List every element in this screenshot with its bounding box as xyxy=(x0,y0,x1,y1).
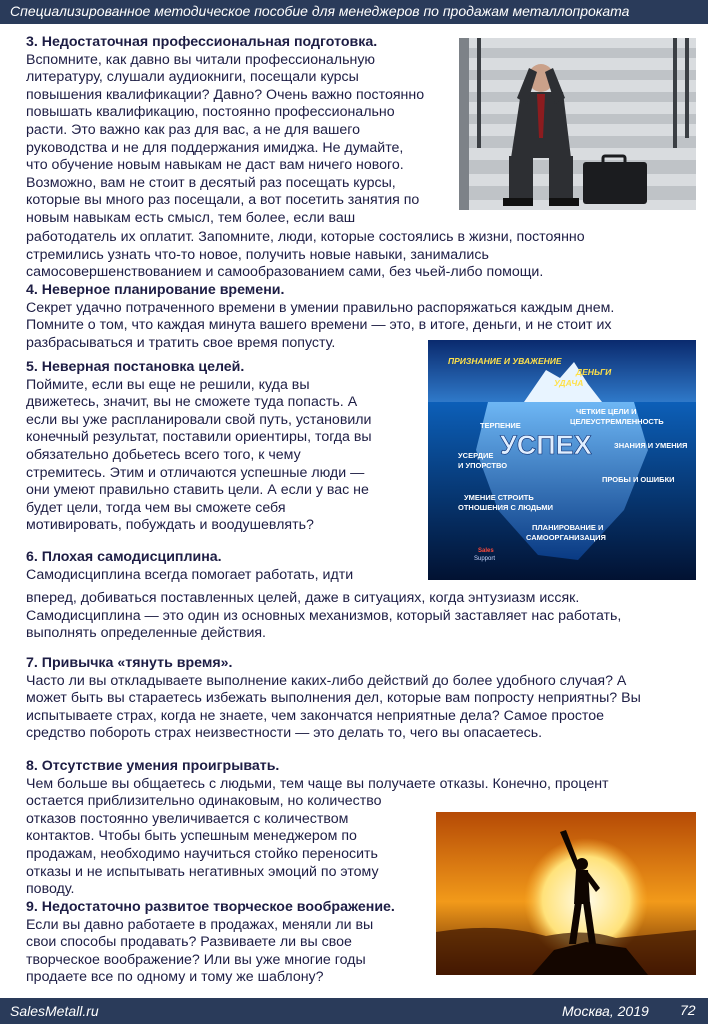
iceberg-label: САМООРГАНИЗАЦИЯ xyxy=(526,533,606,542)
section-7-heading: 7. Привычка «тянуть время». xyxy=(26,655,233,671)
section-6-line: выполнять определенные действия. xyxy=(26,625,267,642)
iceberg-label: ДЕНЬГИ xyxy=(576,367,612,377)
section-3-continued xyxy=(26,229,585,282)
section-3-line: новым навыкам есть смысл, тем более, если ваш xyxy=(26,209,356,226)
header-title: Специализированное методическое пособие для менеджеров по продажам металлопроката xyxy=(10,3,630,19)
section-4-line: Помните о том, что каждая минута вашего времени — это, в итоге, деньги, и не стоит их xyxy=(26,317,612,334)
section-5-line: если вы уже распланировали свой путь, установили xyxy=(26,411,372,428)
section-5-line: они умеют правильно ставить цели. А если у вас не xyxy=(26,482,369,499)
section-3-line: литературу, слушали аудиокниги, посещали курсы xyxy=(26,69,359,86)
iceberg-main-word: УСПЕХ xyxy=(500,430,592,460)
iceberg-label: УМЕНИЕ СТРОИТЬ xyxy=(464,493,534,502)
footer-bar xyxy=(0,998,708,1024)
section-4-line: Секрет удачно потраченного времени в умении правильно распоряжаться каждым днем. xyxy=(26,299,615,316)
section-6-line: Самодисциплина — это один из основных механизмов, который заставляет нас работать, xyxy=(26,607,622,624)
section-6-line: Самодисциплина всегда помогает работать, идти xyxy=(26,566,354,583)
section-9-heading: 9. Недостаточно развитое творческое воображение. xyxy=(26,899,395,915)
section-5-line: стремитесь. Этим и отличаются успешные люди — xyxy=(26,464,365,481)
section-5-line: обязательно добьетесь всего того, к чему xyxy=(26,446,301,463)
section-7-line: испытываете страх, когда не знаете, чем закончатся неприятные дела? Самое простое xyxy=(26,707,605,724)
section-8-line: контактов. Чтобы быть успешным менеджером по xyxy=(26,828,357,845)
section-8-line: поводу. xyxy=(26,881,75,898)
iceberg-label: ЧЕТКИЕ ЦЕЛИ И xyxy=(576,407,637,416)
section-3-line: расти. Это важно как раз для вас, а не для вашего xyxy=(26,121,361,138)
section-3-line: стремились узнать что-то новое, получить новые навыки, занимались xyxy=(26,246,489,263)
page-number: 72 xyxy=(680,1002,696,1018)
iceberg-label: ПРИЗНАНИЕ И УВАЖЕНИЕ xyxy=(448,356,562,366)
iceberg-label: УСЕРДИЕ xyxy=(458,451,494,460)
section-3-heading: 3. Недостаточная профессиональная подготовка. xyxy=(26,34,378,50)
section-5-line: будет цели, тогда чем вы сможете себя xyxy=(26,499,286,516)
section-6-heading: 6. Плохая самодисциплина. xyxy=(26,549,222,565)
section-3-line: повышения квалификации? Давно? Очень важно постоянно xyxy=(26,86,425,103)
iceberg-label: ПЛАНИРОВАНИЕ И xyxy=(532,523,604,532)
section-9-line: продаете все по одному и тому же шаблону? xyxy=(26,969,324,986)
section-3-line: которые вы много раз посещали, а вот посетить занятия по xyxy=(26,192,420,209)
section-6 xyxy=(26,549,353,584)
section-5-heading: 5. Неверная постановка целей. xyxy=(26,359,245,375)
section-8-line: Чем больше вы общаетесь с людьми, тем чаще вы получаете отказы. Конечно, процент xyxy=(26,775,609,792)
section-9-line: Если вы давно работаете в продажах, меняли ли вы xyxy=(26,916,374,933)
section-3-line: повышать квалификацию, постоянно профессионально xyxy=(26,104,395,121)
section-3-line: Возможно, вам не стоит в десятый раз посещать курсы, xyxy=(26,174,396,191)
section-3-line: что обучение новым навыкам не даст вам ничего нового. xyxy=(26,157,404,174)
section-9-line: творческое воображение? Или вы уже многие годы xyxy=(26,951,366,968)
section-3 xyxy=(26,34,424,228)
iceberg-success-illustration xyxy=(428,340,696,580)
iceberg-label: ТЕРПЕНИЕ xyxy=(480,421,521,430)
section-9-line: свои способы продавать? Развиваете ли вы свое xyxy=(26,934,352,951)
footer-site: SalesMetall.ru xyxy=(10,1003,99,1019)
header-bar xyxy=(0,0,708,24)
section-9 xyxy=(26,899,395,987)
section-3-line: работодатель их оплатит. Запомните, люди, которые состоялись в жизни, постоянно xyxy=(26,229,585,245)
section-3-line: самосовершенствованием и самообразованием сами, без чьей-либо помощи. xyxy=(26,264,544,281)
section-7-line: средство побороть страх неизвестности — это делать то, чего вы опасаетесь. xyxy=(26,725,543,742)
iceberg-label: И УПОРСТВО xyxy=(458,461,508,470)
section-3-line: руководства и не для поддержания имиджа. Не думайте, xyxy=(26,139,404,156)
iceberg-label: ОТНОШЕНИЯ С ЛЮДЬМИ xyxy=(458,503,553,512)
section-6-line: вперед, добиваться поставленных целей, даже в ситуациях, когда энтузиазм иссяк. xyxy=(26,590,580,606)
iceberg-brand: Support xyxy=(474,556,496,562)
section-4-line: разбрасываться и тратить свое время попусту. xyxy=(26,334,336,351)
section-8-line: отказов постоянно увеличивается с количеством xyxy=(26,810,349,827)
section-5-line: Поймите, если вы еще не решили, куда вы xyxy=(26,376,310,393)
sad-businessman-photo xyxy=(459,38,696,210)
iceberg-brand: Sales xyxy=(478,548,494,554)
section-5-line: конечный результат, поставили ориентиры, тогда вы xyxy=(26,429,372,446)
section-7-line: Часто ли вы откладываете выполнение каких-либо действий до более удобного случая? А xyxy=(26,672,627,689)
section-8-line: продажам, необходимо научиться стойко переносить xyxy=(26,845,378,862)
section-7 xyxy=(26,655,641,743)
iceberg-label: ЗНАНИЯ И УМЕНИЯ xyxy=(614,441,688,450)
footer-city-year: Москва, 2019 xyxy=(562,1003,649,1019)
section-5-line: мотивировать, побуждать и воодушевлять? xyxy=(26,517,314,534)
sunset-victory-photo xyxy=(436,812,696,975)
section-5 xyxy=(26,359,372,535)
section-3-line: Вспомните, как давно вы читали профессиональную xyxy=(26,51,376,68)
iceberg-label: ПРОБЫ И ОШИБКИ xyxy=(602,475,675,484)
section-8-line: остается приблизительно одинаковым, но количество xyxy=(26,793,382,810)
section-6-continued xyxy=(26,590,621,643)
section-7-line: может быть вы стараетесь избежать выполнения дел, которые вам попросту неприятны? Вы xyxy=(26,690,641,707)
section-4-heading: 4. Неверное планирование времени. xyxy=(26,282,285,298)
iceberg-label: УДАЧА xyxy=(554,378,584,388)
iceberg-label: ЦЕЛЕУСТРЕМЛЕННОСТЬ xyxy=(570,417,664,426)
section-8-heading: 8. Отсутствие умения проигрывать. xyxy=(26,758,280,774)
section-8-line: отказы и не испытывать негативных эмоций по этому xyxy=(26,863,379,880)
section-5-line: движетесь, значит, вы не сможете туда попасть. А xyxy=(26,394,358,411)
